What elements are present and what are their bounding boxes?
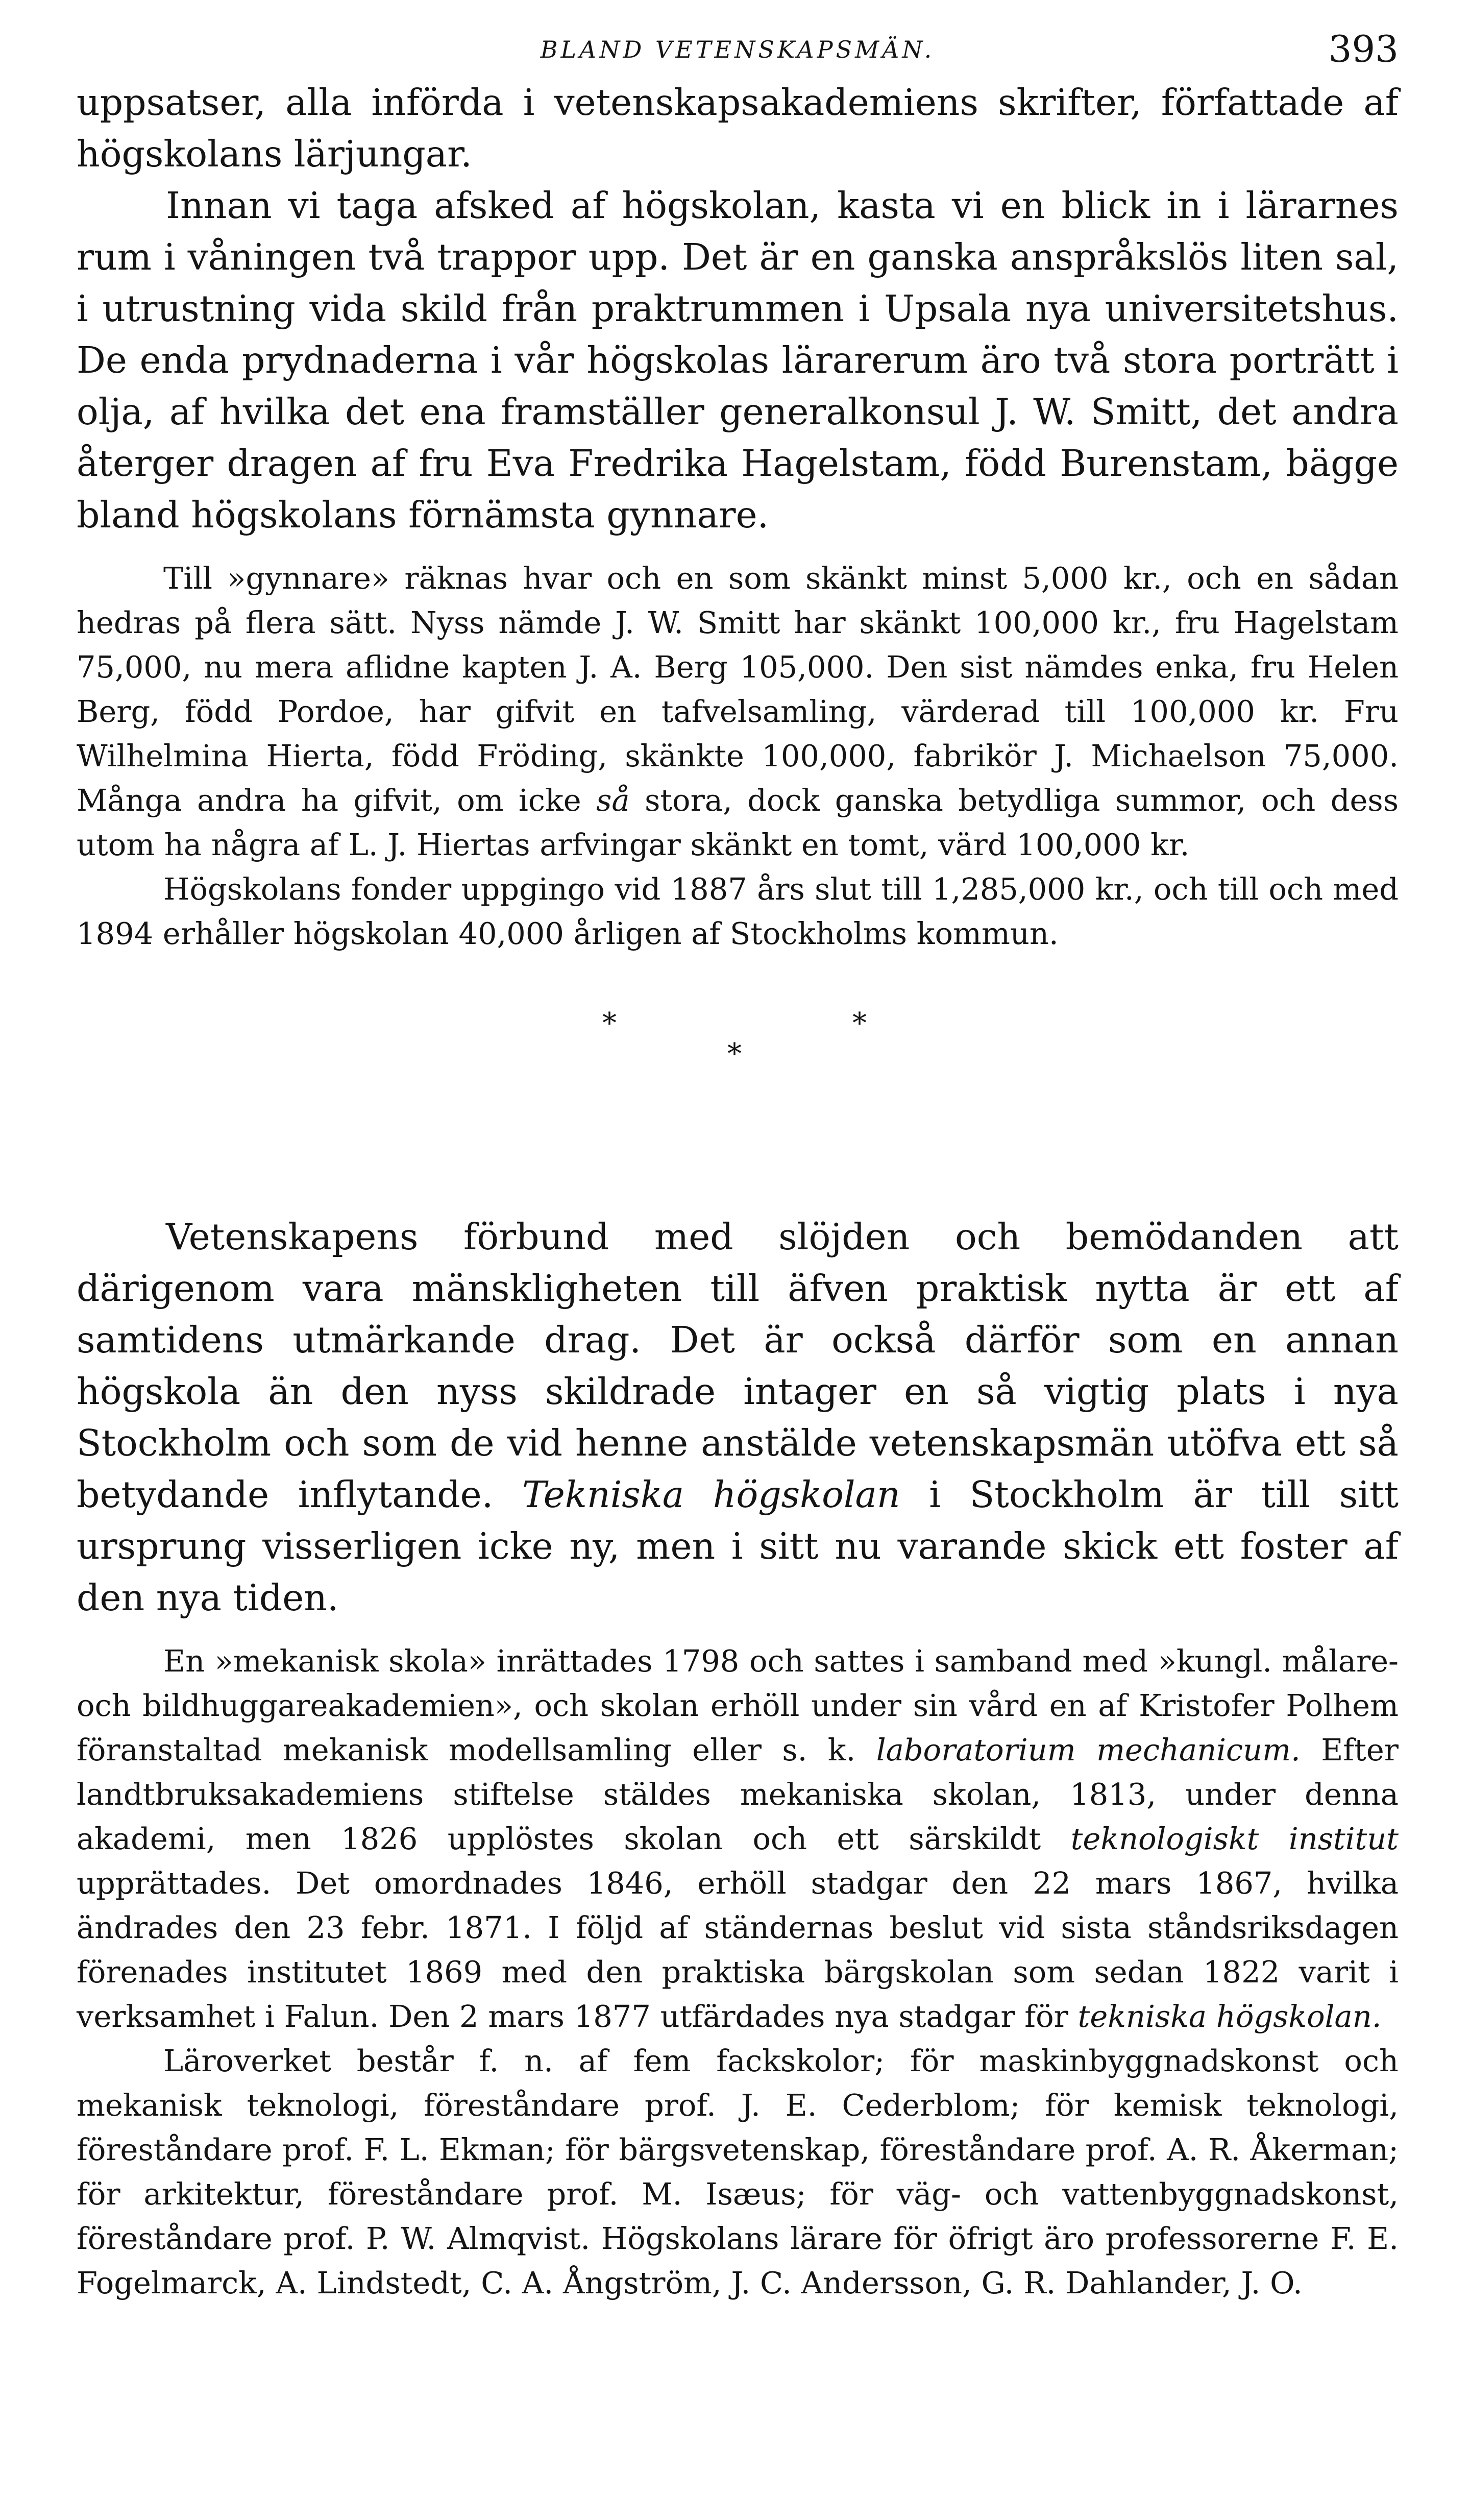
asterisk-right: *	[852, 1007, 867, 1040]
page-number: 393	[1328, 28, 1399, 70]
book-page	[77, 20, 1399, 2305]
note-funds: Högskolans fonder uppgingo vid 1887 års slut till 1,285,000 kr., och till och med 1894 erhåller högskolan 40,000 årligen af Stockholms kommun.	[77, 871, 1399, 951]
spacer	[77, 1114, 1399, 1211]
section-divider	[77, 997, 1399, 1114]
note-faculty: Läroverket består f. n. af fem fackskolor; för maskinbyggnadskonst och mekanisk teknologi, föreståndare prof. J. E. Cederblom; för kemisk teknologi, föreståndare prof. F. L. Ekman; för bärgsvetenskap, föreståndare prof. A. R. Åkerman; för arkitektur, föreståndare prof. M. Isæus; för väg- och vattenbyggnadskonst, föreståndare prof. P. W. Almqvist. Högskolans lärare för öfrigt äro professorerne F. E. Fogelmarck, A. Lindstedt, C. A. Ångström, J. C. Andersson, G. R. Dahlander, J. O.	[77, 2043, 1399, 2300]
note-history: En »mekanisk skola» inrättades 1798 och sattes i samband med »kungl. målare- och bildhuggareakademien», och skolan erhöll under sin vård en af Kristofer Polhem föranstaltad mekanisk modellsamling eller s. k. laboratorium mechanicum. Efter landtbruksakademiens stiftelse stäldes mekaniska skolan, 1813, under denna akademi, men 1826 upplöstes skolan och ett särskildt teknologiskt institut upprättades. Det omordnades 1846, erhöll stadgar den 22 mars 1867, hvilka ändrades den 23 febr. 1871. I följd af ständernas beslut vid sista ståndsriksdagen förenades institutet 1869 med den praktiska bärgskolan som sedan 1822 varit i verksamhet i Falun. Den 2 mars 1877 utfärdades nya stadgar för tekniska högskolan.	[77, 1643, 1399, 2034]
asterisk-left: *	[602, 1007, 617, 1040]
running-title: BLAND VETENSKAPSMÄN.	[540, 36, 935, 63]
spacer	[77, 1624, 1399, 1639]
paragraph-continuation: uppsatser, alla införda i vetenskapsakademiens skrifter, författade af högskolans lärjungar.	[77, 81, 1399, 175]
asterisk-center: *	[727, 1037, 742, 1071]
spacer	[77, 541, 1399, 556]
paragraph-technical-college: Vetenskapens förbund med slöjden och bemödanden att därigenom vara mänskligheten till äfven praktisk nytta är ett af samtidens utmärkande drag. Det är också därför som en annan högskola än den nyss skildrade intager en så vigtig plats i nya Stockholm och som de vid henne anstälde vetenskapsmän utöfva ett så betydande inflytande. Tekniska högskolan i Stockholm är till sitt ursprung visserligen icke ny, men i sitt nu varande skick ett foster af den nya tiden.	[77, 1216, 1399, 1619]
page-header	[77, 20, 1399, 77]
note-donors: Till »gynnare» räknas hvar och en som skänkt minst 5,000 kr., och en sådan hedras på flera sätt. Nyss nämde J. W. Smitt har skänkt 100,000 kr., fru Hagelstam 75,000, nu mera aflidne kapten J. A. Berg 105,000. Den sist nämdes enka, fru Helen Berg, född Pordoe, har gifvit en tafvelsamling, värderad till 100,000 kr. Fru Wilhelmina Hierta, född Fröding, skänkte 100,000, fabrikör J. Michaelson 75,000. Många andra ha gifvit, om icke så stora, dock ganska betydliga summor, och dess utom ha några af L. J. Hiertas arfvingar skänkt en tomt, värd 100,000 kr.	[77, 561, 1399, 862]
paragraph-teachers-room: Innan vi taga afsked af högskolan, kasta vi en blick in i lärarnes rum i våningen två trappor upp. Det är en ganska anspråkslös liten sal, i utrustning vida skild från praktrummen i Upsala nya universitetshus. De enda prydnaderna i vår högskolas lärarerum äro två stora porträtt i olja, af hvilka det ena framställer generalkonsul J. W. Smitt, det andra återger dragen af fru Eva Fredrika Hagelstam, född Burenstam, bägge bland högskolans förnämsta gynnare.	[77, 184, 1399, 536]
